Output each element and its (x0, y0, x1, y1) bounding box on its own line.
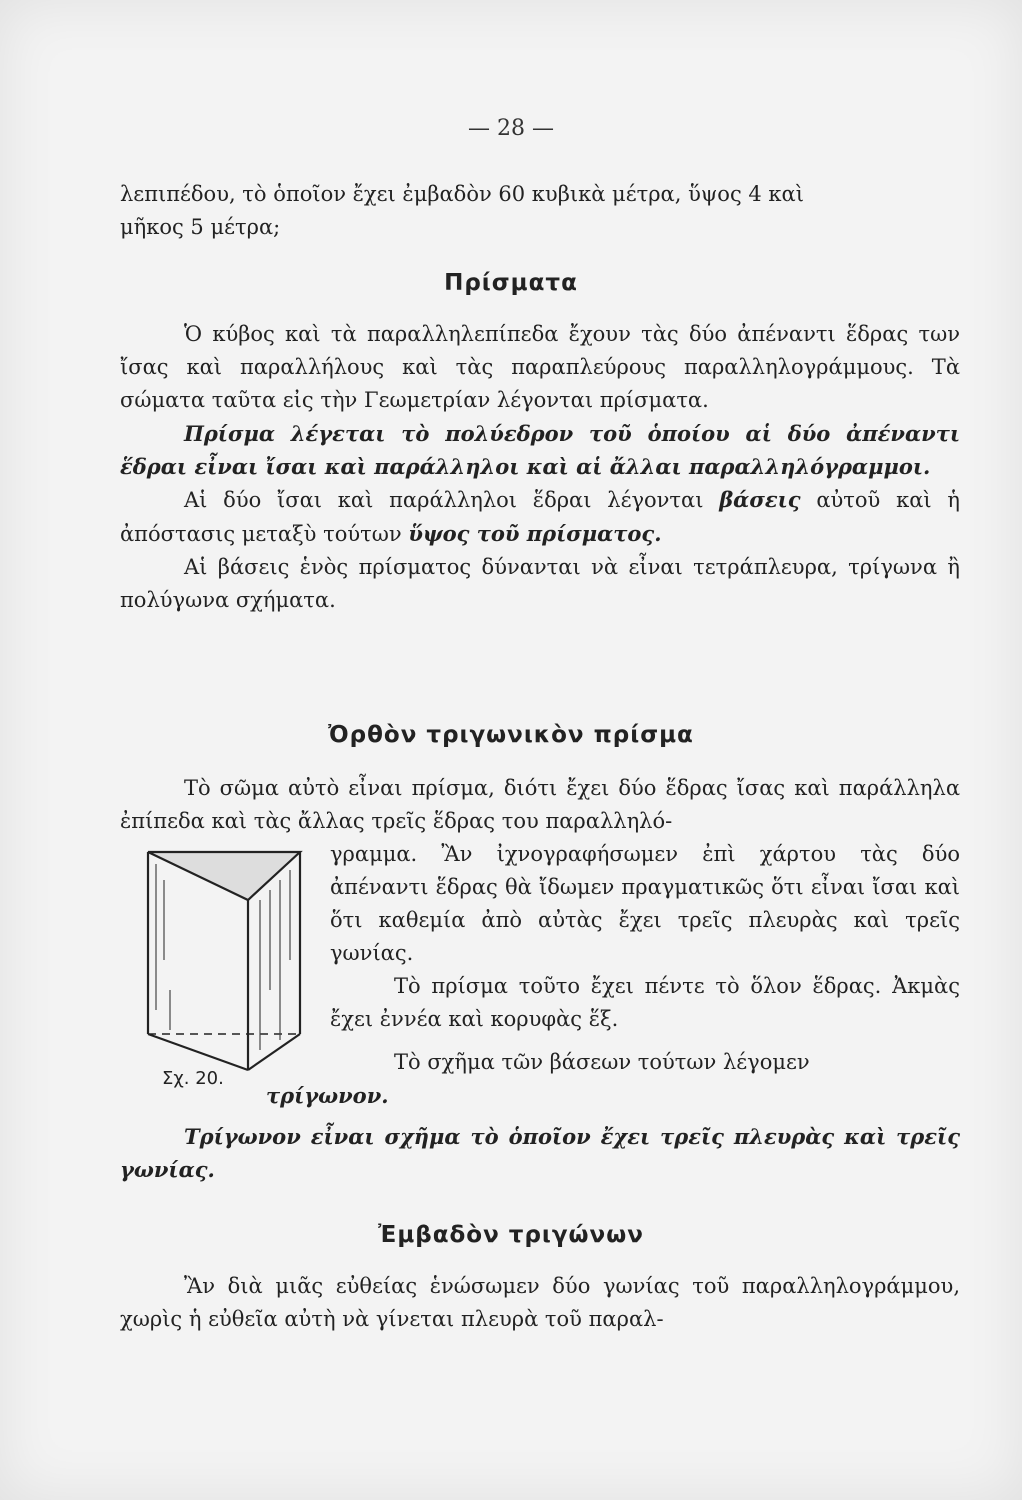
triangular-prism-paragraph-3 (266, 1046, 960, 1113)
section-heading-triangular-prism: Ὀρθὸν τριγωνικὸν πρίσμα (328, 722, 694, 748)
triangular-prism-figure (140, 840, 330, 1080)
prism-drawing (140, 840, 330, 1080)
triangular-prism-paragraph-1-wrap: γραμμα. Ἂν ἰχνογραφήσωμεν ἐπὶ χάρτου τὰς δύο ἀπέναντι ἕδρας θὰ ἴδωμεν πραγματικῶς ὅτι εἶναι ἴσαι καὶ ὅτι καθεμία ἀπὸ αὐτὰς ἔχει τρεῖς πλευρὰς καὶ τρεῖς γωνίας. (330, 842, 960, 965)
triangle-term: τρίγωνον. (266, 1083, 389, 1108)
triangle-area-paragraph-1: Ἂν διὰ μιᾶς εὐθείας ἑνώσωμεν δύο γωνίας τοῦ παραλληλογράμμου, χωρὶς ἡ εὐθεῖα αὐτὴ νὰ γίνεται πλευρὰ τοῦ παραλ- (120, 1274, 960, 1331)
prism-definition: Πρίσμα λέγεται τὸ πολύεδρον τοῦ ὁποίου αἱ δύο ἀπέναντι ἕδραι εἶναι ἴσαι καὶ παράλληλοι καὶ αἱ ἄλλαι παραλληλόγραμμοι. (120, 421, 960, 479)
prisms-paragraph-3: Αἱ βάσεις ἑνὸς πρίσματος δύνανται νὰ εἶναι τετράπλευρα, τρίγωνα ἢ πολύγωνα σχήματα. (120, 555, 960, 612)
figure-caption: Σχ. 20. (162, 1068, 224, 1089)
intro-text (120, 178, 960, 244)
prisms-paragraph-1: Ὁ κύβος καὶ τὰ παραλληλεπίπεδα ἔχουν τὰς δύο ἀπέναντι ἕδρας των ἴσας καὶ παραλλήλους καὶ τὰς παραπλεύρους παραλληλογράμμους. Τὰ σώματα ταῦτα εἰς τὴν Γεωμετρίαν λέγονται πρίσματα. (120, 322, 960, 412)
triangular-prism-wrap-text (266, 838, 960, 1113)
triangle-area-section (120, 1270, 960, 1336)
section-heading-triangle-area: Ἐμβαδὸν τριγώνων (378, 1222, 644, 1248)
intro-line-1: λεπιπέδου, τὸ ὁποῖον ἔχει ἐμβαδὸν 60 κυβικὰ μέτρα, ὕψος 4 καὶ (120, 182, 804, 206)
triangular-prism-intro (120, 772, 960, 838)
bases-text-a: Αἱ δύο ἴσαι καὶ παράλληλοι ἕδραι λέγονται (184, 488, 720, 512)
base-shape-text: Τὸ σχῆμα τῶν βάσεων τούτων λέγομεν (394, 1050, 810, 1074)
bases-term: βάσεις (719, 487, 801, 512)
triangular-prism-paragraph-2: Τὸ πρίσμα τοῦτο ἔχει πέντε τὸ ὅλον ἕδρας. Ἀκμὰς ἔχει ἐννέα καὶ κορυφὰς ἕξ. (330, 974, 960, 1031)
prisms-section (120, 318, 960, 617)
triangle-definition-block (120, 1120, 960, 1186)
prisms-paragraph-2 (120, 483, 960, 551)
page-number: — 28 — (468, 116, 554, 141)
triangle-definition: Τρίγωνον εἶναι σχῆμα τὸ ὁποῖον ἔχει τρεῖς πλευρὰς καὶ τρεῖς γωνίας. (120, 1124, 960, 1182)
section-heading-prisms: Πρίσματα (444, 270, 578, 296)
bases-text-b: αὐτοῦ καὶ ἡ ἀπόστασις μεταξὺ τούτων (120, 488, 960, 546)
height-term: ὕψος τοῦ πρίσματος. (408, 521, 662, 546)
intro-line-2: μῆκος 5 μέτρα; (120, 215, 281, 239)
triangular-prism-paragraph-1: Τὸ σῶμα αὐτὸ εἶναι πρίσμα, διότι ἔχει δύο ἕδρας ἴσας καὶ παράλληλα ἐπίπεδα καὶ τὰς ἄλλας τρεῖς ἕδρας του παραλληλό- (120, 776, 960, 833)
